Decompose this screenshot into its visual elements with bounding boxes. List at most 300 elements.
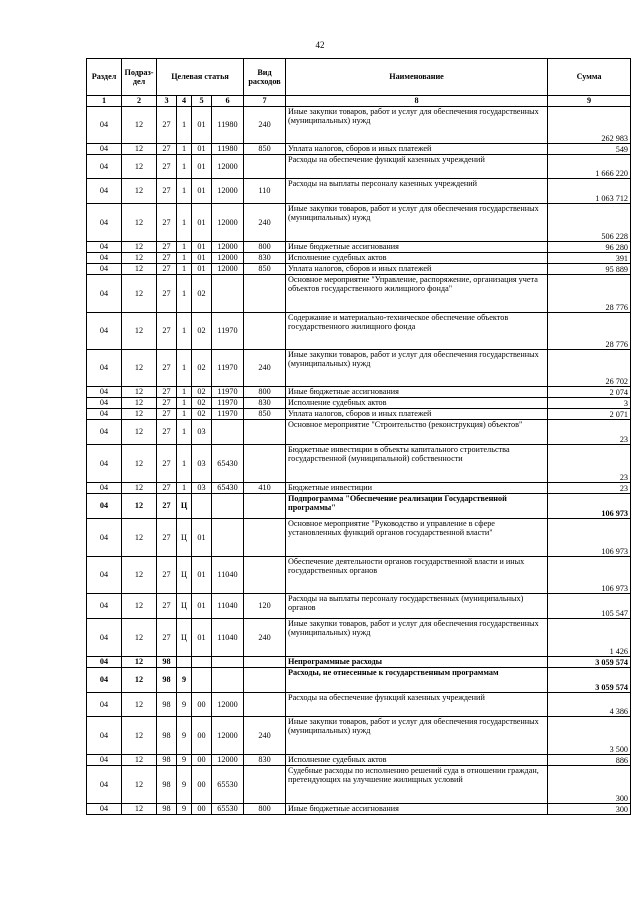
target-a-cell: 98 — [157, 755, 177, 766]
razdel-cell: 04 — [87, 144, 122, 155]
target-c-cell: 01 — [192, 155, 212, 179]
name-cell: Расходы на обеспечение функций казенных учреждений — [286, 693, 548, 717]
target-d-cell — [212, 519, 244, 557]
header-sum: Сумма — [548, 59, 631, 96]
target-b-cell: 1 — [177, 445, 192, 483]
target-a-cell: 98 — [157, 717, 177, 755]
podrazdel-cell: 12 — [122, 313, 157, 350]
name-cell: Уплата налогов, сборов и иных платежей — [286, 144, 548, 155]
vid-cell — [244, 657, 286, 668]
name-cell: Расходы на обеспечение функций казенных учреждений — [286, 155, 548, 179]
sum-cell: 3 059 574 — [548, 668, 631, 693]
sum-cell: 262 983 — [548, 107, 631, 144]
vid-cell — [244, 313, 286, 350]
vid-cell: 240 — [244, 619, 286, 657]
target-a-cell: 27 — [157, 483, 177, 494]
target-a-cell: 27 — [157, 179, 177, 204]
header-razdel: Раздел — [87, 59, 122, 96]
target-b-cell: 9 — [177, 717, 192, 755]
target-c-cell: 03 — [192, 420, 212, 445]
table-row — [87, 445, 631, 483]
table-row — [87, 657, 631, 668]
target-a-cell: 27 — [157, 420, 177, 445]
table-row — [87, 420, 631, 445]
target-d-cell: 11970 — [212, 387, 244, 398]
table-row — [87, 275, 631, 313]
name-cell: Исполнение судебных актов — [286, 253, 548, 264]
name-cell: Иные закупки товаров, работ и услуг для обеспечения государственных (муниципальных) нужд — [286, 619, 548, 657]
target-a-cell: 27 — [157, 594, 177, 619]
podrazdel-cell: 12 — [122, 107, 157, 144]
table-row — [87, 717, 631, 755]
sum-cell: 105 547 — [548, 594, 631, 619]
col-num: 6 — [212, 96, 244, 107]
podrazdel-cell: 12 — [122, 557, 157, 594]
razdel-cell: 04 — [87, 755, 122, 766]
target-a-cell: 27 — [157, 350, 177, 387]
target-a-cell: 98 — [157, 668, 177, 693]
vid-cell: 800 — [244, 804, 286, 815]
target-a-cell: 27 — [157, 253, 177, 264]
vid-cell: 830 — [244, 398, 286, 409]
podrazdel-cell: 12 — [122, 657, 157, 668]
sum-cell: 506 228 — [548, 204, 631, 242]
vid-cell — [244, 155, 286, 179]
target-a-cell: 27 — [157, 398, 177, 409]
podrazdel-cell: 12 — [122, 155, 157, 179]
target-b-cell: 1 — [177, 242, 192, 253]
target-b-cell: 9 — [177, 755, 192, 766]
vid-cell: 120 — [244, 594, 286, 619]
vid-cell — [244, 766, 286, 804]
target-c-cell: 01 — [192, 594, 212, 619]
target-b-cell: 1 — [177, 387, 192, 398]
sum-cell: 549 — [548, 144, 631, 155]
target-d-cell: 11980 — [212, 144, 244, 155]
target-c-cell: 01 — [192, 557, 212, 594]
podrazdel-cell: 12 — [122, 519, 157, 557]
vid-cell: 410 — [244, 483, 286, 494]
vid-cell — [244, 693, 286, 717]
podrazdel-cell: 12 — [122, 594, 157, 619]
table-row — [87, 313, 631, 350]
sum-cell: 3 500 — [548, 717, 631, 755]
name-cell: Уплата налогов, сборов и иных платежей — [286, 264, 548, 275]
target-d-cell — [212, 420, 244, 445]
target-b-cell: 1 — [177, 253, 192, 264]
target-d-cell: 12000 — [212, 253, 244, 264]
table-row — [87, 409, 631, 420]
name-cell: Основное мероприятие "Управление, распоряжение, организация учета объектов государственного жилищного фонда" — [286, 275, 548, 313]
sum-cell: 391 — [548, 253, 631, 264]
name-cell: Расходы, не отнесенные к государственным программам — [286, 668, 548, 693]
vid-cell: 800 — [244, 387, 286, 398]
podrazdel-cell: 12 — [122, 420, 157, 445]
sum-cell: 1 426 — [548, 619, 631, 657]
target-c-cell: 01 — [192, 179, 212, 204]
podrazdel-cell: 12 — [122, 144, 157, 155]
target-c-cell: 02 — [192, 409, 212, 420]
razdel-cell: 04 — [87, 494, 122, 519]
razdel-cell: 04 — [87, 275, 122, 313]
table-row — [87, 387, 631, 398]
vid-cell — [244, 557, 286, 594]
razdel-cell: 04 — [87, 519, 122, 557]
podrazdel-cell: 12 — [122, 350, 157, 387]
podrazdel-cell: 12 — [122, 766, 157, 804]
target-d-cell: 65530 — [212, 766, 244, 804]
target-b-cell: 1 — [177, 144, 192, 155]
target-b-cell: Ц — [177, 619, 192, 657]
name-cell: Уплата налогов, сборов и иных платежей — [286, 409, 548, 420]
sum-cell: 300 — [548, 766, 631, 804]
table-row — [87, 204, 631, 242]
razdel-cell: 04 — [87, 804, 122, 815]
razdel-cell: 04 — [87, 179, 122, 204]
target-c-cell: 02 — [192, 275, 212, 313]
vid-cell: 850 — [244, 264, 286, 275]
target-c-cell: 00 — [192, 717, 212, 755]
sum-cell: 23 — [548, 483, 631, 494]
vid-cell: 240 — [244, 717, 286, 755]
target-c-cell: 01 — [192, 519, 212, 557]
table-row — [87, 242, 631, 253]
sum-cell: 106 973 — [548, 519, 631, 557]
razdel-cell: 04 — [87, 766, 122, 804]
table-row — [87, 693, 631, 717]
column-number-row — [87, 96, 631, 107]
razdel-cell: 04 — [87, 107, 122, 144]
target-c-cell: 01 — [192, 264, 212, 275]
podrazdel-cell: 12 — [122, 264, 157, 275]
name-cell: Содержание и материально-техническое обеспечение объектов государственного жилищного фонда — [286, 313, 548, 350]
target-d-cell: 12000 — [212, 155, 244, 179]
vid-cell: 240 — [244, 204, 286, 242]
name-cell: Расходы на выплаты персоналу государственных (муниципальных) органов — [286, 594, 548, 619]
sum-cell: 95 889 — [548, 264, 631, 275]
target-d-cell — [212, 668, 244, 693]
target-d-cell — [212, 275, 244, 313]
col-num: 7 — [244, 96, 286, 107]
vid-cell: 850 — [244, 144, 286, 155]
sum-cell: 2 071 — [548, 409, 631, 420]
target-a-cell: 27 — [157, 107, 177, 144]
sum-cell: 23 — [548, 445, 631, 483]
target-a-cell: 98 — [157, 693, 177, 717]
target-c-cell — [192, 657, 212, 668]
table-row — [87, 398, 631, 409]
name-cell: Непрограммные расходы — [286, 657, 548, 668]
target-b-cell: 1 — [177, 409, 192, 420]
target-d-cell: 12000 — [212, 717, 244, 755]
col-num: 9 — [548, 96, 631, 107]
target-d-cell: 11970 — [212, 350, 244, 387]
vid-cell: 850 — [244, 409, 286, 420]
name-cell: Подпрограмма "Обеспечение реализации Государственной программы" — [286, 494, 548, 519]
podrazdel-cell: 12 — [122, 179, 157, 204]
razdel-cell: 04 — [87, 483, 122, 494]
vid-cell — [244, 420, 286, 445]
target-a-cell: 27 — [157, 619, 177, 657]
target-c-cell: 01 — [192, 242, 212, 253]
sum-cell: 4 386 — [548, 693, 631, 717]
razdel-cell: 04 — [87, 557, 122, 594]
col-num: 8 — [286, 96, 548, 107]
target-d-cell — [212, 657, 244, 668]
table-row — [87, 766, 631, 804]
vid-cell — [244, 668, 286, 693]
podrazdel-cell: 12 — [122, 445, 157, 483]
page-number: 42 — [315, 40, 325, 50]
podrazdel-cell: 12 — [122, 668, 157, 693]
target-b-cell: 9 — [177, 766, 192, 804]
target-d-cell: 65430 — [212, 483, 244, 494]
name-cell: Иные закупки товаров, работ и услуг для обеспечения государственных (муниципальных) нужд — [286, 107, 548, 144]
razdel-cell: 04 — [87, 398, 122, 409]
target-b-cell: 1 — [177, 179, 192, 204]
target-c-cell: 03 — [192, 483, 212, 494]
target-a-cell: 27 — [157, 155, 177, 179]
podrazdel-cell: 12 — [122, 755, 157, 766]
target-b-cell: 1 — [177, 275, 192, 313]
podrazdel-cell: 12 — [122, 204, 157, 242]
podrazdel-cell: 12 — [122, 253, 157, 264]
target-a-cell: 98 — [157, 804, 177, 815]
target-d-cell: 11040 — [212, 557, 244, 594]
sum-cell: 106 973 — [548, 494, 631, 519]
target-d-cell: 12000 — [212, 179, 244, 204]
target-a-cell: 27 — [157, 313, 177, 350]
target-b-cell: 1 — [177, 420, 192, 445]
sum-cell: 26 702 — [548, 350, 631, 387]
vid-cell: 830 — [244, 755, 286, 766]
target-a-cell: 27 — [157, 242, 177, 253]
target-c-cell: 03 — [192, 445, 212, 483]
razdel-cell: 04 — [87, 264, 122, 275]
table-row — [87, 107, 631, 144]
sum-cell: 106 973 — [548, 557, 631, 594]
vid-cell — [244, 519, 286, 557]
target-b-cell: 1 — [177, 155, 192, 179]
name-cell: Иные закупки товаров, работ и услуг для обеспечения государственных (муниципальных) нужд — [286, 717, 548, 755]
table-row — [87, 557, 631, 594]
table-row — [87, 264, 631, 275]
target-b-cell: 9 — [177, 668, 192, 693]
razdel-cell: 04 — [87, 253, 122, 264]
table-row — [87, 594, 631, 619]
sum-cell: 2 074 — [548, 387, 631, 398]
podrazdel-cell: 12 — [122, 242, 157, 253]
table-row — [87, 619, 631, 657]
target-b-cell: 9 — [177, 693, 192, 717]
target-c-cell: 02 — [192, 398, 212, 409]
name-cell: Расходы на выплаты персоналу казенных учреждений — [286, 179, 548, 204]
table-row — [87, 668, 631, 693]
razdel-cell: 04 — [87, 445, 122, 483]
target-c-cell: 00 — [192, 755, 212, 766]
podrazdel-cell: 12 — [122, 494, 157, 519]
sum-cell: 886 — [548, 755, 631, 766]
sum-cell: 23 — [548, 420, 631, 445]
vid-cell: 240 — [244, 107, 286, 144]
target-a-cell: 27 — [157, 204, 177, 242]
col-num: 2 — [122, 96, 157, 107]
target-c-cell: 01 — [192, 107, 212, 144]
target-a-cell: 27 — [157, 144, 177, 155]
name-cell: Иные бюджетные ассигнования — [286, 242, 548, 253]
target-a-cell: 27 — [157, 519, 177, 557]
table-row — [87, 253, 631, 264]
name-cell: Судебные расходы по исполнению решений суда в отношении граждан, претендующих на улучшение жилищных условий — [286, 766, 548, 804]
budget-table — [86, 58, 631, 815]
name-cell: Обеспечение деятельности органов государственной власти и иных государственных органов — [286, 557, 548, 594]
vid-cell — [244, 445, 286, 483]
target-c-cell: 02 — [192, 387, 212, 398]
sum-cell: 3 059 574 — [548, 657, 631, 668]
target-d-cell: 65530 — [212, 804, 244, 815]
podrazdel-cell: 12 — [122, 483, 157, 494]
target-a-cell: 27 — [157, 409, 177, 420]
table-row — [87, 494, 631, 519]
col-num: 4 — [177, 96, 192, 107]
table-row — [87, 519, 631, 557]
name-cell: Иные закупки товаров, работ и услуг для обеспечения государственных (муниципальных) нужд — [286, 204, 548, 242]
target-b-cell: Ц — [177, 519, 192, 557]
target-c-cell — [192, 494, 212, 519]
target-d-cell: 11970 — [212, 313, 244, 350]
target-d-cell — [212, 494, 244, 519]
vid-cell — [244, 494, 286, 519]
vid-cell: 830 — [244, 253, 286, 264]
target-d-cell: 11040 — [212, 594, 244, 619]
target-a-cell: 27 — [157, 445, 177, 483]
sum-cell: 3 — [548, 398, 631, 409]
header-target: Целевая статья — [157, 59, 244, 96]
table-row — [87, 483, 631, 494]
razdel-cell: 04 — [87, 313, 122, 350]
target-a-cell: 27 — [157, 494, 177, 519]
target-d-cell: 12000 — [212, 242, 244, 253]
header-vid: Вид расходов — [244, 59, 286, 96]
target-b-cell: 1 — [177, 350, 192, 387]
name-cell: Основное мероприятие "Руководство и управление в сфере установленных функций органов государственной власти" — [286, 519, 548, 557]
target-c-cell: 02 — [192, 350, 212, 387]
target-b-cell: 1 — [177, 264, 192, 275]
target-d-cell: 11970 — [212, 409, 244, 420]
target-d-cell: 12000 — [212, 264, 244, 275]
target-c-cell: 00 — [192, 693, 212, 717]
target-d-cell: 12000 — [212, 755, 244, 766]
header-row — [87, 59, 631, 96]
name-cell: Бюджетные инвестиции в объекты капитального строительства государственной (муниципальной) собственности — [286, 445, 548, 483]
podrazdel-cell: 12 — [122, 717, 157, 755]
target-a-cell: 27 — [157, 387, 177, 398]
razdel-cell: 04 — [87, 204, 122, 242]
col-num: 3 — [157, 96, 177, 107]
target-c-cell: 01 — [192, 253, 212, 264]
razdel-cell: 04 — [87, 350, 122, 387]
target-c-cell: 01 — [192, 144, 212, 155]
target-d-cell: 11040 — [212, 619, 244, 657]
target-d-cell: 12000 — [212, 693, 244, 717]
target-b-cell: 1 — [177, 483, 192, 494]
target-d-cell: 12000 — [212, 204, 244, 242]
name-cell: Иные закупки товаров, работ и услуг для обеспечения государственных (муниципальных) нужд — [286, 350, 548, 387]
target-b-cell: Ц — [177, 494, 192, 519]
target-b-cell: 9 — [177, 804, 192, 815]
razdel-cell: 04 — [87, 668, 122, 693]
header-podrazdel: Подраз- дел — [122, 59, 157, 96]
name-cell: Иные бюджетные ассигнования — [286, 387, 548, 398]
target-a-cell: 27 — [157, 275, 177, 313]
target-b-cell: 1 — [177, 107, 192, 144]
razdel-cell: 04 — [87, 693, 122, 717]
target-a-cell: 27 — [157, 557, 177, 594]
target-c-cell: 00 — [192, 804, 212, 815]
target-b-cell: 1 — [177, 398, 192, 409]
name-cell: Исполнение судебных актов — [286, 755, 548, 766]
table-row — [87, 144, 631, 155]
sum-cell: 28 776 — [548, 275, 631, 313]
name-cell: Иные бюджетные ассигнования — [286, 804, 548, 815]
vid-cell: 240 — [244, 350, 286, 387]
razdel-cell: 04 — [87, 420, 122, 445]
target-b-cell: Ц — [177, 557, 192, 594]
podrazdel-cell: 12 — [122, 387, 157, 398]
vid-cell — [244, 275, 286, 313]
target-c-cell: 00 — [192, 766, 212, 804]
sum-cell: 28 776 — [548, 313, 631, 350]
podrazdel-cell: 12 — [122, 804, 157, 815]
razdel-cell: 04 — [87, 387, 122, 398]
target-a-cell: 98 — [157, 657, 177, 668]
target-c-cell: 01 — [192, 619, 212, 657]
table-row — [87, 155, 631, 179]
sum-cell: 300 — [548, 804, 631, 815]
vid-cell: 110 — [244, 179, 286, 204]
target-a-cell: 27 — [157, 264, 177, 275]
target-d-cell: 65430 — [212, 445, 244, 483]
razdel-cell: 04 — [87, 619, 122, 657]
target-b-cell: 1 — [177, 204, 192, 242]
header-name: Наименование — [286, 59, 548, 96]
podrazdel-cell: 12 — [122, 409, 157, 420]
name-cell: Основное мероприятие "Строительство (реконструкция) объектов" — [286, 420, 548, 445]
sum-cell: 96 280 — [548, 242, 631, 253]
table-row — [87, 755, 631, 766]
podrazdel-cell: 12 — [122, 619, 157, 657]
table-row — [87, 804, 631, 815]
target-c-cell: 01 — [192, 204, 212, 242]
target-d-cell: 11980 — [212, 107, 244, 144]
razdel-cell: 04 — [87, 657, 122, 668]
name-cell: Исполнение судебных актов — [286, 398, 548, 409]
razdel-cell: 04 — [87, 594, 122, 619]
vid-cell: 800 — [244, 242, 286, 253]
sum-cell: 1 666 220 — [548, 155, 631, 179]
razdel-cell: 04 — [87, 155, 122, 179]
podrazdel-cell: 12 — [122, 398, 157, 409]
table-row — [87, 350, 631, 387]
col-num: 5 — [192, 96, 212, 107]
table-row — [87, 179, 631, 204]
target-a-cell: 98 — [157, 766, 177, 804]
podrazdel-cell: 12 — [122, 693, 157, 717]
col-num: 1 — [87, 96, 122, 107]
razdel-cell: 04 — [87, 409, 122, 420]
target-b-cell: 1 — [177, 313, 192, 350]
podrazdel-cell: 12 — [122, 275, 157, 313]
